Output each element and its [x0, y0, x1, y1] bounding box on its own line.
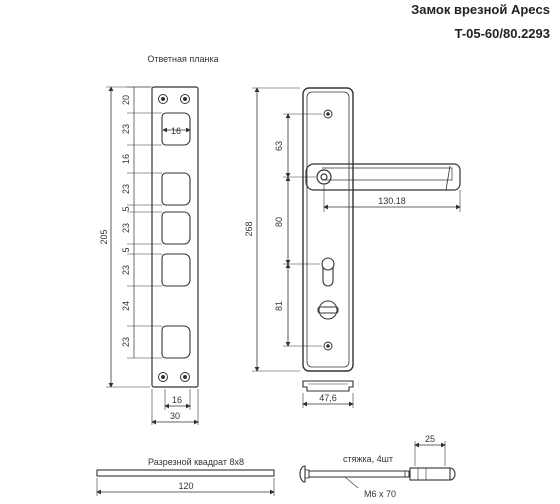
spindle-length: 120 — [178, 481, 194, 491]
screw-label: стяжка, 4шт — [342, 454, 394, 464]
strike-seg-5: 5 — [121, 206, 131, 212]
strike-seg-3: 16 — [121, 153, 131, 165]
strike-segment-ticks — [127, 87, 162, 358]
strike-seg-2: 23 — [121, 123, 131, 135]
handle-plate-drawing — [244, 88, 460, 408]
handle-plate-profile — [303, 381, 353, 391]
strike-seg-4: 23 — [121, 183, 131, 195]
screw-head-length: 25 — [424, 434, 436, 444]
strike-total-height: 205 — [99, 229, 109, 245]
spindle-bar — [97, 470, 274, 476]
lock-title: Замок врезной Apecs — [411, 2, 550, 17]
strike-seg-7: 5 — [121, 247, 131, 253]
strike-seg-8: 23 — [121, 264, 131, 276]
handle-seg-3: 81 — [274, 300, 284, 312]
strike-seg-9: 24 — [121, 300, 131, 312]
handle-seg-2: 80 — [274, 216, 284, 228]
screw-drawing — [300, 434, 455, 499]
strike-bottom-opening-width: 16 — [171, 395, 183, 405]
handle-seg-1: 63 — [274, 140, 284, 152]
screw-size: M6 x 70 — [363, 489, 397, 499]
strike-opening-width: 16 — [170, 126, 182, 136]
strike-plate-width: 30 — [169, 411, 181, 421]
handle-plate-total-height: 268 — [244, 221, 254, 237]
strike-screw-holes-top — [159, 95, 190, 104]
spindle-label: Разрезной квадрат 8х8 — [148, 457, 244, 467]
barrel-nut — [410, 468, 450, 480]
strike-plate-label: Ответная планка — [147, 54, 219, 64]
screw-head — [300, 466, 305, 482]
handle-plate-body — [303, 88, 353, 371]
handle-length: 130.18 — [378, 196, 406, 206]
strike-seg-1: 20 — [121, 94, 131, 106]
handle-plate-width: 47,6 — [319, 393, 337, 403]
strike-seg-6: 23 — [121, 222, 131, 234]
strike-screw-holes-bottom — [159, 373, 190, 382]
thumb-turn — [318, 301, 338, 319]
cylinder-cutout — [322, 258, 334, 286]
strike-seg-10: 23 — [121, 336, 131, 348]
lock-model: T-05-60/80.2293 — [454, 26, 550, 41]
strike-plate-drawing — [99, 54, 219, 425]
strike-openings — [162, 113, 190, 358]
lever-handle — [306, 164, 460, 190]
spindle-drawing — [97, 457, 274, 496]
